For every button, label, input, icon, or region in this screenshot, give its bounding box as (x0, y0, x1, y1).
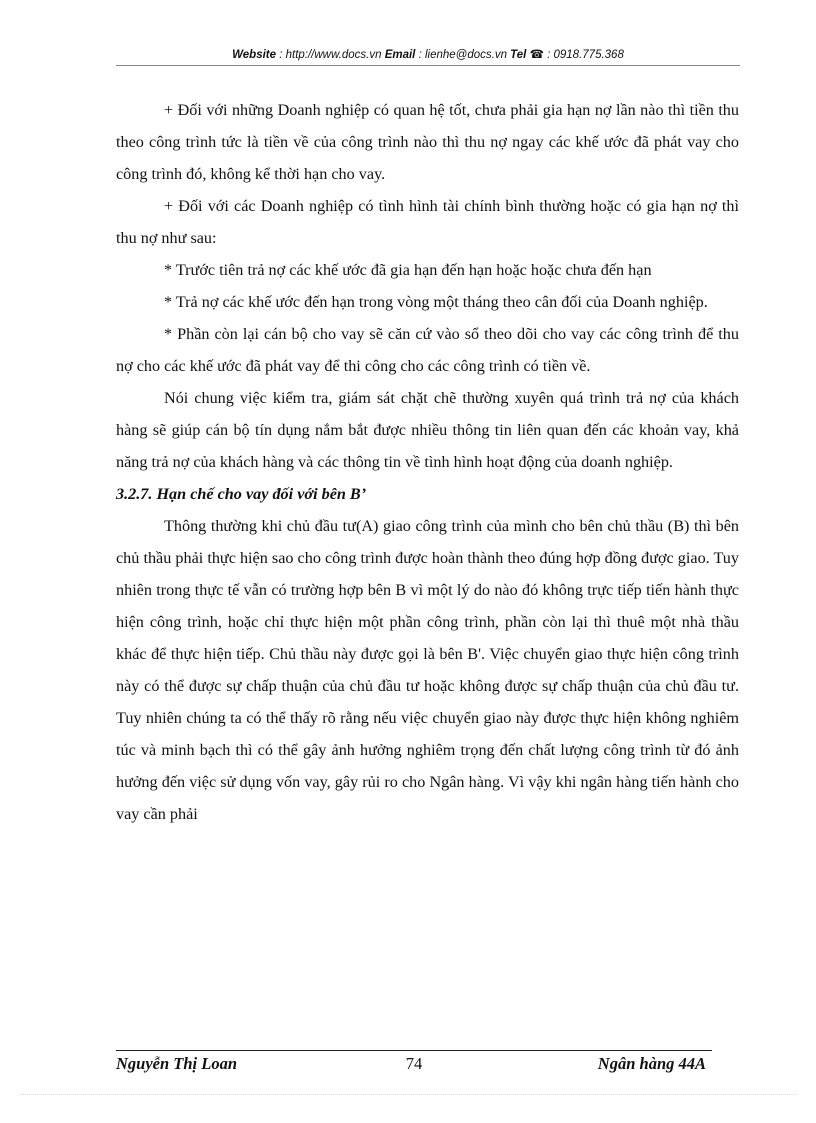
section-heading: 3.2.7. Hạn chế cho vay đối với bên B’ (116, 485, 367, 503)
paragraph: * Trước tiên trả nợ các khế ước đã gia hạn đến hạn hoặc hoặc chưa đến hạn (164, 261, 652, 279)
footer-divider (116, 1050, 712, 1051)
website-label: Website (232, 49, 277, 61)
paragraph: + Đối với những Doanh nghiệp có quan hệ tốt, chưa phải gia hạn nợ lần nào thì tiền thu theo công trình tức là tiền về của công trình nào thì thu nợ ngay các khế ước đã phát vay cho công trình đó, không kể thời hạn cho vay. (116, 101, 739, 183)
paragraph: * Trả nợ các khế ước đến hạn trong vòng một tháng theo cân đối của Doanh nghiệp. (164, 293, 708, 311)
document-body (116, 94, 739, 830)
tel-label: Tel (510, 49, 527, 61)
website-value: : http://www.docs.vn (279, 49, 382, 61)
footer-department: Ngân hàng 44A (597, 1054, 706, 1073)
phone-icon: ☎ (529, 49, 544, 61)
footer-author: Nguyễn Thị Loan (116, 1054, 238, 1073)
paragraph: Nói chung việc kiểm tra, giám sát chặt chẽ thường xuyên quá trình trả nợ của khách hàng sẽ giúp cán bộ tín dụng nắm bắt được nhiều thông tin liên quan đến các khoản vay, khả năng trả nợ của khách hàng và các thông tin về tình hình hoạt động của doanh nghiệp. (116, 389, 739, 471)
paragraph: * Phần còn lại cán bộ cho vay sẽ căn cứ vào sổ theo dõi cho vay các công trình để thu nợ cho các khế ước đã phát vay để thi công cho các công trình có tiền về. (116, 325, 739, 375)
email-label: Email (384, 49, 416, 61)
email-value: : lienhe@docs.vn (418, 49, 507, 61)
page-header (116, 47, 740, 61)
page-bottom-edge (20, 1094, 796, 1095)
section-paragraph: Thông thường khi chủ đầu tư(A) giao công trình của mình cho bên chủ thầu (B) thì bên chủ thầu phải thực hiện sao cho công trình được hoàn thành theo đúng hợp đồng được giao. Tuy nhiên trong thực tế vẫn có trường hợp bên B vì một lý do nào đó không trực tiếp tiến hành thực hiện công trình, hoặc chỉ thực hiện một phần công trình, phần còn lại thì thuê một nhà thầu khác để thực hiện tiếp. Chủ thầu này được gọi là bên B'. Việc chuyển giao thực hiện công trình này có thể được sự chấp thuận của chủ đầu tư hoặc không được sự chấp thuận của chủ đầu tư. Tuy nhiên chúng ta có thể thấy rõ rằng nếu việc chuyển giao này được thực hiện không nghiêm túc và minh bạch thì có thể gây ảnh hưởng nghiêm trọng đến chất lượng công trình từ đó ảnh hưởng đến việc sử dụng vốn vay, gây rủi ro cho Ngân hàng. Vì vậy khi ngân hàng tiến hành cho vay cần phải (116, 517, 739, 823)
page-number: 74 (405, 1054, 423, 1073)
tel-value: : 0918.775.368 (547, 49, 624, 61)
paragraph: + Đối với các Doanh nghiệp có tình hình tài chính bình thường hoặc có gia hạn nợ thì thu nợ như sau: (116, 197, 739, 247)
header-divider (116, 65, 740, 66)
